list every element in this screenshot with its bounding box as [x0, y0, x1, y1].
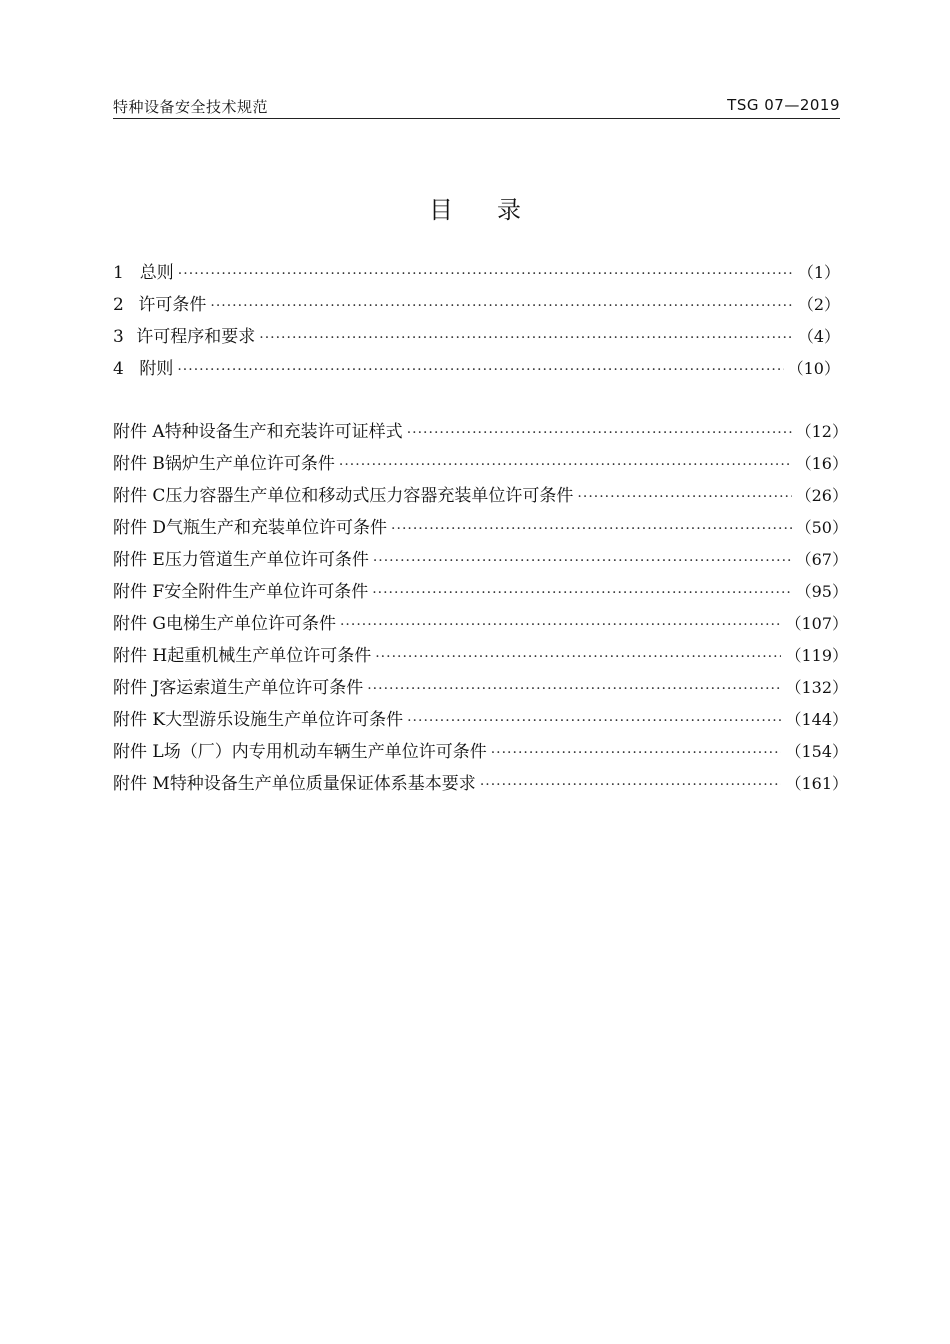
appendix-title: 电梯生产单位许可条件 — [165, 614, 336, 634]
leader-dots — [375, 649, 781, 665]
appendix-title: 气瓶生产和充装单位许可条件 — [166, 518, 388, 538]
appendix-label: 附件 K — [113, 710, 166, 730]
appendix-page: （161） — [785, 774, 848, 793]
toc-entry[interactable] — [113, 322, 840, 354]
toc-entry-page: （1） — [797, 263, 840, 282]
leader-dots — [367, 681, 781, 697]
toc-entry-title: 许可条件 — [138, 295, 207, 315]
appendix-title: 压力容器生产单位和移动式压力容器充装单位许可条件 — [165, 486, 574, 506]
appendix-label: 附件 C — [113, 486, 166, 506]
toc-appendix-entry[interactable] — [113, 769, 848, 801]
appendix-label: 附件 B — [113, 454, 165, 474]
toc-appendix-entry[interactable] — [113, 449, 848, 481]
appendix-title: 特种设备生产和充装许可证样式 — [164, 422, 403, 442]
appendix-page: （107） — [785, 614, 848, 633]
leader-dots — [178, 266, 794, 282]
toc-entry-number: 3 — [113, 327, 124, 347]
toc-entry-page: （4） — [797, 327, 840, 346]
page-title: 目录 — [429, 196, 565, 224]
leader-dots — [391, 521, 792, 537]
appendix-label: 附件 D — [113, 518, 167, 538]
leader-dots — [480, 777, 782, 793]
appendix-page: （12） — [795, 422, 848, 441]
toc-appendix-entry[interactable] — [113, 641, 848, 673]
leader-dots — [259, 330, 794, 346]
toc-entry-number: 4 — [113, 359, 124, 379]
appendix-label: 附件 A — [113, 422, 165, 442]
appendix-label: 附件 F — [113, 582, 165, 602]
leader-dots — [577, 489, 791, 505]
page-header — [113, 96, 840, 119]
toc-appendices — [113, 417, 848, 801]
toc-appendix-entry[interactable] — [113, 737, 848, 769]
toc-entry-title: 许可程序和要求 — [136, 327, 256, 347]
appendix-title: 特种设备生产单位质量保证体系基本要求 — [169, 774, 476, 794]
appendix-page: （95） — [795, 582, 848, 601]
leader-dots — [491, 745, 782, 761]
toc-entry-title: 总则 — [139, 263, 174, 283]
toc-entry-page: （2） — [797, 295, 840, 314]
appendix-label: 附件 E — [113, 550, 165, 570]
toc-appendix-entry[interactable] — [113, 577, 848, 609]
appendix-title: 起重机械生产单位许可条件 — [167, 646, 372, 666]
toc-entry[interactable] — [113, 354, 840, 386]
leader-dots — [372, 585, 791, 601]
appendix-page: （16） — [795, 454, 848, 473]
toc-appendix-entry[interactable] — [113, 673, 848, 705]
appendix-title: 大型游乐设施生产单位许可条件 — [165, 710, 404, 730]
standard-category: 特种设备安全技术规范 — [113, 98, 269, 116]
toc-entry[interactable] — [113, 290, 840, 322]
appendix-page: （154） — [785, 742, 848, 761]
toc-appendix-entry[interactable] — [113, 481, 848, 513]
toc-chapters — [113, 258, 840, 386]
appendix-title: 安全附件生产单位许可条件 — [164, 582, 369, 602]
appendix-page: （50） — [795, 518, 848, 537]
appendix-page: （26） — [795, 486, 848, 505]
toc-appendix-entry[interactable] — [113, 705, 848, 737]
appendix-page: （67） — [795, 550, 848, 569]
toc-appendix-entry[interactable] — [113, 417, 848, 449]
standard-code: TSG 07—2019 — [727, 96, 840, 114]
appendix-label: 附件 H — [113, 646, 168, 666]
appendix-label: 附件 M — [113, 774, 170, 794]
leader-dots — [177, 362, 783, 378]
leader-dots — [210, 298, 793, 314]
toc-entry-number: 2 — [113, 295, 124, 315]
appendix-title: 锅炉生产单位许可条件 — [164, 454, 335, 474]
appendix-label: 附件 G — [113, 614, 166, 634]
toc-appendix-entry[interactable] — [113, 545, 848, 577]
leader-dots — [373, 553, 792, 569]
toc-entry[interactable] — [113, 258, 840, 290]
leader-dots — [407, 713, 781, 729]
appendix-page: （132） — [785, 678, 848, 697]
appendix-title: 压力管道生产单位许可条件 — [164, 550, 369, 570]
appendix-title: 客运索道生产单位许可条件 — [159, 678, 364, 698]
toc-appendix-entry[interactable] — [113, 609, 848, 641]
toc-entry-page: （10） — [787, 359, 840, 378]
toc-entry-title: 附则 — [139, 359, 174, 379]
appendix-page: （119） — [785, 646, 848, 665]
toc-appendix-entry[interactable] — [113, 513, 848, 545]
leader-dots — [339, 457, 792, 473]
appendix-title: 场（厂）内专用机动车辆生产单位许可条件 — [163, 742, 487, 762]
appendix-label: 附件 J — [113, 678, 160, 698]
leader-dots — [407, 425, 792, 441]
leader-dots — [340, 617, 781, 633]
toc-entry-number: 1 — [113, 263, 124, 283]
appendix-label: 附件 L — [113, 742, 164, 762]
appendix-page: （144） — [785, 710, 848, 729]
